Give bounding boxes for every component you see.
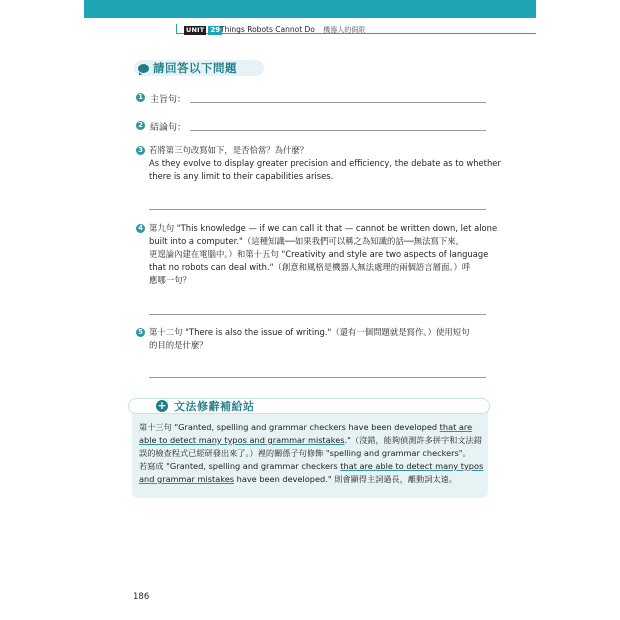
grammar-tip-title: 文法修辭補給站 xyxy=(174,400,255,413)
unit-title xyxy=(220,25,365,35)
question-5-line: 的目的是什麼？ xyxy=(149,340,208,350)
grammar-tip-title-wrap xyxy=(156,398,255,414)
answer-line-2[interactable] xyxy=(190,130,486,131)
page-number: 186 xyxy=(133,592,150,602)
grammar-text: 第十三句 "Granted, spelling and grammar checkers have been developed xyxy=(139,422,440,432)
grammar-line xyxy=(139,460,484,473)
question-3-line: there is any limit to their capabilities arises. xyxy=(149,171,334,181)
grammar-underlined: that are able to detect many typos xyxy=(340,461,484,471)
grammar-line: 誤的檢查程式已經研發出來了。）裡的關係子句修飾 "spelling and grammar checkers"。 xyxy=(139,448,471,458)
answer-line-1[interactable] xyxy=(190,102,486,103)
question-3-text xyxy=(149,144,501,183)
grammar-tip-body xyxy=(139,421,484,486)
section-title: 請回答以下問題 xyxy=(153,61,237,75)
unit-word: UNIT xyxy=(186,25,205,34)
grammar-underlined: that are xyxy=(439,422,473,432)
question-1-label: 主旨句： xyxy=(150,95,187,105)
question-number-2: 2 xyxy=(136,121,145,130)
question-3-line: As they evolve to display greater precision and efficiency, the debate as to whether xyxy=(149,158,501,168)
answer-line-5[interactable] xyxy=(149,377,486,378)
question-number-5: 5 xyxy=(136,328,145,337)
question-4-line: built into a computer."（這種知識──如果我們可以稱之為知識的話──無法寫下來， xyxy=(149,236,465,246)
grammar-underlined: and grammar mistakes xyxy=(139,474,235,484)
question-4-line: that no robots can deal with."（創意和風格是機器人無法處理的兩個語言層面。）呼 xyxy=(149,262,471,272)
grammar-line xyxy=(139,434,484,447)
question-5-text xyxy=(149,326,489,352)
questions-section-header xyxy=(134,60,264,76)
grammar-line xyxy=(139,421,484,434)
grammar-underlined: able to detect many typos and grammar mistakes xyxy=(139,435,345,445)
speech-bubble-icon xyxy=(138,64,149,73)
question-5-line: 第十二句 "There is also the issue of writing."（還有一個問題就是寫作。）使用短句 xyxy=(149,327,470,337)
answer-line-4[interactable] xyxy=(149,314,486,315)
question-4-text xyxy=(149,222,498,287)
grammar-line xyxy=(139,473,484,486)
question-4-line: 更遑論內建在電腦中。）和第十五句 "Creativity and style are two aspects of language xyxy=(149,249,489,259)
question-number-3: 3 xyxy=(136,146,145,155)
question-3-line: 若將第三句改寫如下，是否恰當？為什麼？ xyxy=(149,145,309,155)
unit-title-en: Things Robots Cannot Do xyxy=(220,25,315,34)
plus-icon: + xyxy=(157,399,167,412)
question-number-1: 1 xyxy=(136,93,145,102)
grammar-text: ."（沒錯，能夠偵測許多拼字和文法錯 xyxy=(344,435,482,445)
question-4-line: 第九句 "This knowledge — if we can call it that — cannot be written down, let alone xyxy=(149,223,498,233)
question-2-label: 結論句： xyxy=(150,123,187,133)
unit-title-zh: 機器人的侷限 xyxy=(323,26,366,34)
grammar-text: have been developed." 則會顯得主詞過長，離動詞太遠。 xyxy=(234,474,458,484)
answer-line-3[interactable] xyxy=(149,209,486,210)
grammar-text: 若寫成 "Granted, spelling and grammar checkers xyxy=(139,461,341,471)
header-band xyxy=(84,0,536,18)
question-number-4: 4 xyxy=(136,224,145,233)
unit-number: 29 xyxy=(210,25,221,34)
question-4-line: 應哪一句？ xyxy=(149,275,191,285)
unit-badge xyxy=(184,25,222,35)
